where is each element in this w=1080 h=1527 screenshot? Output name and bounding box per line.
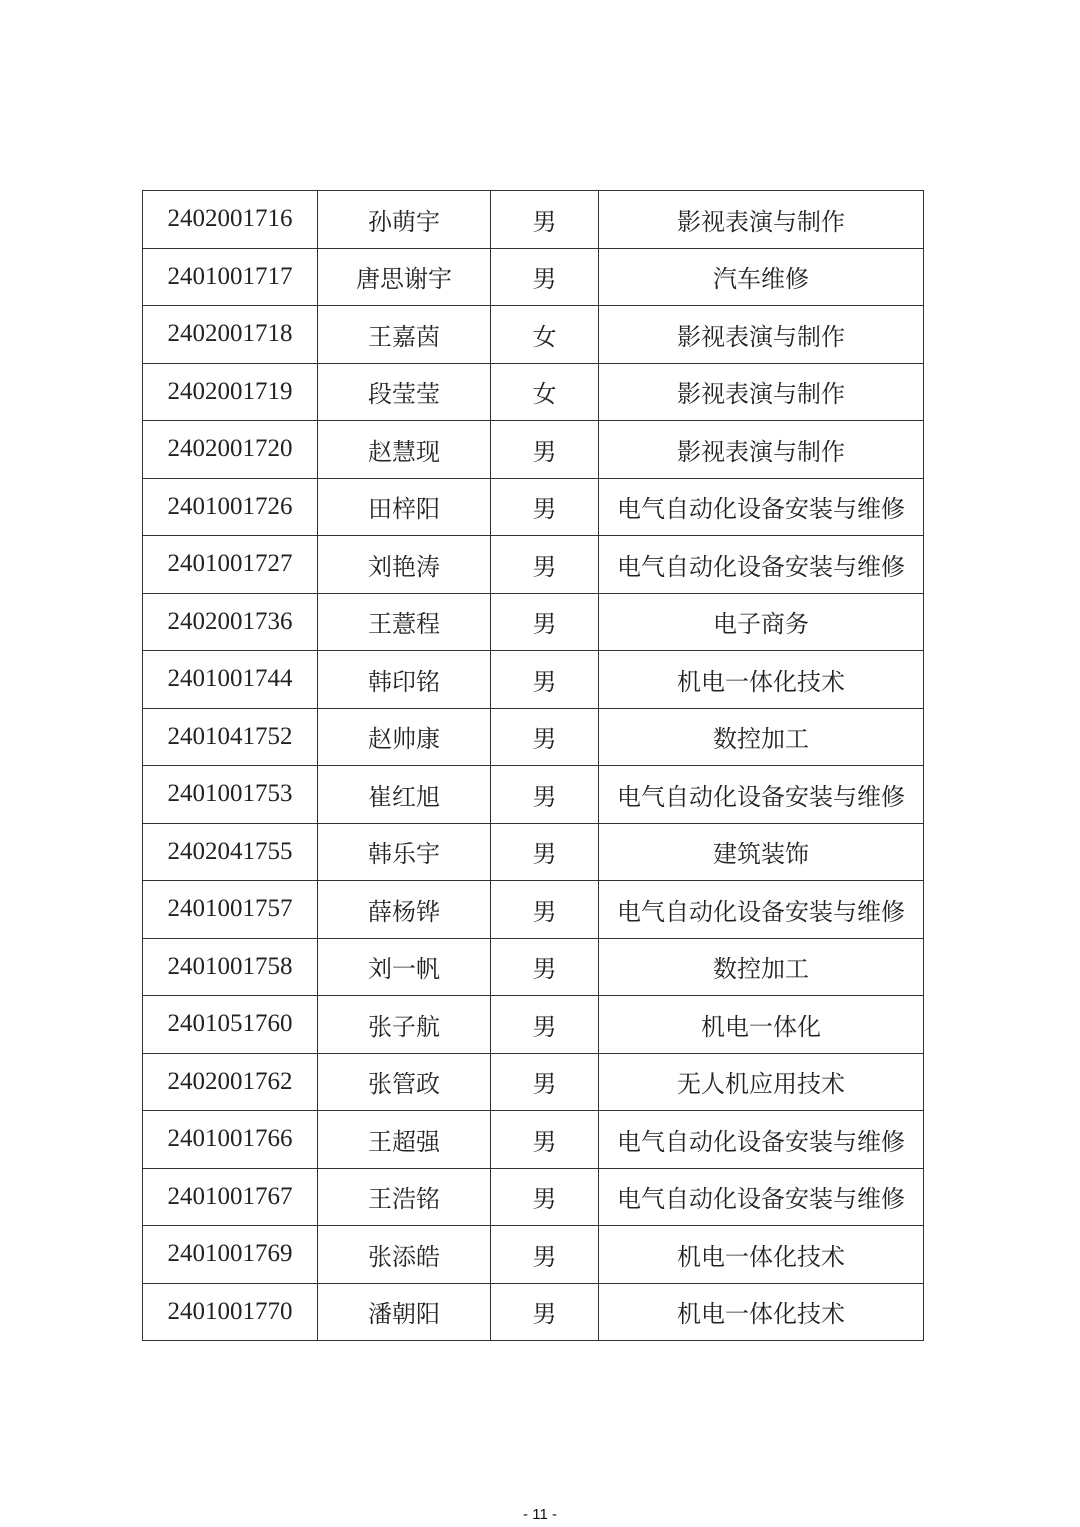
name-cell: 张子航 [318,996,491,1054]
table-row [143,708,924,766]
major-cell: 电气自动化设备安装与维修 [599,766,924,824]
name-cell: 赵慧现 [318,421,491,479]
name-cell: 张管政 [318,1053,491,1111]
student-id-cell: 2402001716 [143,191,318,249]
gender-cell: 女 [491,363,599,421]
gender-cell: 男 [491,823,599,881]
gender-cell: 男 [491,1111,599,1169]
gender-cell: 男 [491,191,599,249]
table-row [143,1111,924,1169]
table-row [143,938,924,996]
major-cell: 汽车维修 [599,248,924,306]
name-cell: 王超强 [318,1111,491,1169]
page-number: - 11 - [523,1506,557,1523]
major-cell: 影视表演与制作 [599,191,924,249]
roster-body [143,191,924,1341]
gender-cell: 男 [491,536,599,594]
student-id-cell: 2401001767 [143,1168,318,1226]
major-cell: 数控加工 [599,708,924,766]
table-row [143,1168,924,1226]
major-cell: 机电一体化技术 [599,1226,924,1284]
name-cell: 崔红旭 [318,766,491,824]
student-id-cell: 2402001720 [143,421,318,479]
table-row [143,593,924,651]
gender-cell: 男 [491,996,599,1054]
student-id-cell: 2401001766 [143,1111,318,1169]
table-row [143,536,924,594]
student-id-cell: 2401001758 [143,938,318,996]
major-cell: 数控加工 [599,938,924,996]
name-cell: 张添皓 [318,1226,491,1284]
name-cell: 王嘉茵 [318,306,491,364]
gender-cell: 男 [491,1168,599,1226]
major-cell: 电气自动化设备安装与维修 [599,478,924,536]
name-cell: 孙萌宇 [318,191,491,249]
name-cell: 潘朝阳 [318,1283,491,1341]
gender-cell: 男 [491,1226,599,1284]
gender-cell: 男 [491,478,599,536]
student-id-cell: 2401001757 [143,881,318,939]
student-id-cell: 2402041755 [143,823,318,881]
table-row [143,996,924,1054]
table-row [143,823,924,881]
student-id-cell: 2402001719 [143,363,318,421]
table-row [143,478,924,536]
student-id-cell: 2401001770 [143,1283,318,1341]
student-id-cell: 2402001762 [143,1053,318,1111]
table-row [143,1226,924,1284]
table-row [143,306,924,364]
student-id-cell: 2401051760 [143,996,318,1054]
gender-cell: 男 [491,1283,599,1341]
name-cell: 段莹莹 [318,363,491,421]
table-row [143,1283,924,1341]
name-cell: 刘艳涛 [318,536,491,594]
student-id-cell: 2401041752 [143,708,318,766]
gender-cell: 男 [491,651,599,709]
table-row [143,191,924,249]
gender-cell: 男 [491,1053,599,1111]
major-cell: 电气自动化设备安装与维修 [599,881,924,939]
name-cell: 唐思谢宇 [318,248,491,306]
table-row [143,651,924,709]
name-cell: 王浩铭 [318,1168,491,1226]
student-id-cell: 2402001718 [143,306,318,364]
major-cell: 建筑装饰 [599,823,924,881]
table-row [143,248,924,306]
table-row [143,881,924,939]
major-cell: 电气自动化设备安装与维修 [599,1168,924,1226]
student-id-cell: 2401001753 [143,766,318,824]
gender-cell: 男 [491,248,599,306]
table-row [143,766,924,824]
name-cell: 韩乐宇 [318,823,491,881]
major-cell: 影视表演与制作 [599,421,924,479]
major-cell: 机电一体化 [599,996,924,1054]
name-cell: 王薏程 [318,593,491,651]
name-cell: 赵帅康 [318,708,491,766]
gender-cell: 男 [491,593,599,651]
major-cell: 无人机应用技术 [599,1053,924,1111]
major-cell: 电子商务 [599,593,924,651]
name-cell: 韩印铭 [318,651,491,709]
name-cell: 刘一帆 [318,938,491,996]
table-row [143,363,924,421]
gender-cell: 男 [491,938,599,996]
name-cell: 田梓阳 [318,478,491,536]
gender-cell: 男 [491,421,599,479]
major-cell: 电气自动化设备安装与维修 [599,536,924,594]
table-row [143,1053,924,1111]
student-id-cell: 2401001744 [143,651,318,709]
major-cell: 机电一体化技术 [599,1283,924,1341]
gender-cell: 女 [491,306,599,364]
major-cell: 影视表演与制作 [599,363,924,421]
gender-cell: 男 [491,881,599,939]
major-cell: 影视表演与制作 [599,306,924,364]
student-id-cell: 2401001769 [143,1226,318,1284]
student-roster-table [142,190,924,1341]
name-cell: 薛杨铧 [318,881,491,939]
major-cell: 电气自动化设备安装与维修 [599,1111,924,1169]
student-id-cell: 2401001717 [143,248,318,306]
student-id-cell: 2401001727 [143,536,318,594]
table-row [143,421,924,479]
student-id-cell: 2402001736 [143,593,318,651]
student-id-cell: 2401001726 [143,478,318,536]
gender-cell: 男 [491,766,599,824]
gender-cell: 男 [491,708,599,766]
major-cell: 机电一体化技术 [599,651,924,709]
